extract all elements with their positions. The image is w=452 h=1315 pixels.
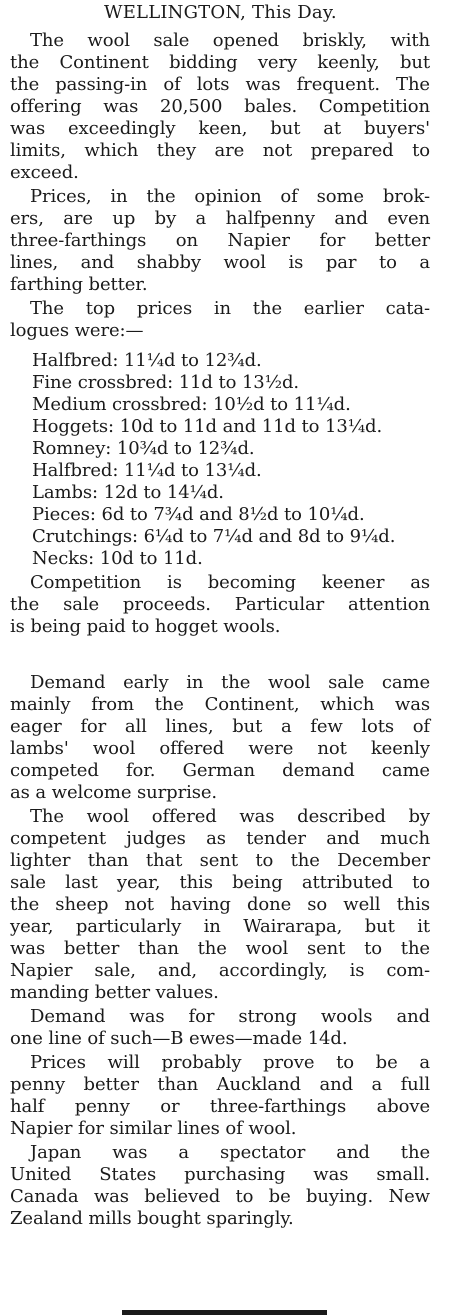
article-line: Demand was for strong wools and bbox=[30, 1006, 430, 1027]
article-line: Canada was believed to be buying. New bbox=[10, 1186, 430, 1207]
article-line: offering was 20,500 bales. Competition bbox=[10, 96, 430, 117]
price-line: Crutchings: 6¼d to 7¼d and 8d to 9¼d. bbox=[32, 526, 396, 547]
article-line: lines, and shabby wool is par to a bbox=[10, 252, 430, 273]
article-line: ers, are up by a halfpenny and even bbox=[10, 208, 430, 229]
article-line: year, particularly in Wairarapa, but it bbox=[10, 916, 430, 937]
article-line: The top prices in the earlier cata- bbox=[30, 298, 430, 319]
article-line: Napier for similar lines of wool. bbox=[10, 1118, 297, 1139]
article-line: mainly from the Continent, which was bbox=[10, 694, 430, 715]
article-line: Napier sale, and, accordingly, is com- bbox=[10, 960, 430, 981]
article-line: eager for all lines, but a few lots of bbox=[10, 716, 430, 737]
article-line: the sale proceeds. Particular attention bbox=[10, 594, 430, 615]
article-line: is being paid to hogget wools. bbox=[10, 616, 281, 637]
price-line: Pieces: 6d to 7¾d and 8½d to 10¼d. bbox=[32, 504, 365, 525]
article-line: three-farthings on Napier for better bbox=[10, 230, 430, 251]
article-line: manding better values. bbox=[10, 982, 219, 1003]
article-line: farthing better. bbox=[10, 274, 148, 295]
article-line: penny better than Auckland and a full bbox=[10, 1074, 430, 1095]
article-line: Demand early in the wool sale came bbox=[30, 672, 430, 693]
price-line: Romney: 10¾d to 12¾d. bbox=[32, 438, 255, 459]
article-line: was exceedingly keen, but at buyers' bbox=[10, 118, 430, 139]
article-line: limits, which they are not prepared to bbox=[10, 140, 430, 161]
article-line: lighter than that sent to the December bbox=[10, 850, 430, 871]
article-line: one line of such—B ewes—made 14d. bbox=[10, 1028, 348, 1049]
article-line: logues were:— bbox=[10, 320, 144, 341]
article-line: as a welcome surprise. bbox=[10, 782, 218, 803]
price-line: Fine crossbred: 11d to 13½d. bbox=[32, 372, 300, 393]
column-rule bbox=[122, 1310, 327, 1315]
price-line: Lambs: 12d to 14¼d. bbox=[32, 482, 224, 503]
article-line: the passing-in of lots was frequent. The bbox=[10, 74, 430, 95]
price-line: Medium crossbred: 10½d to 11¼d. bbox=[32, 394, 351, 415]
price-line: Halfbred: 11¼d to 13¼d. bbox=[32, 460, 262, 481]
price-line: Hoggets: 10d to 11d and 11d to 13¼d. bbox=[32, 416, 383, 437]
article-line: exceed. bbox=[10, 162, 79, 183]
price-line: Necks: 10d to 11d. bbox=[32, 548, 203, 569]
article-line: the Continent bidding very keenly, but bbox=[10, 52, 430, 73]
article-line: The wool sale opened briskly, with bbox=[30, 30, 430, 51]
article-line: half penny or three-farthings above bbox=[10, 1096, 430, 1117]
article-line: competed for. German demand came bbox=[10, 760, 430, 781]
article-line: lambs' wool offered were not keenly bbox=[10, 738, 430, 759]
article-headline: WELLINGTON, This Day. bbox=[104, 2, 337, 23]
article-line: competent judges as tender and much bbox=[10, 828, 430, 849]
article-line: The wool offered was described by bbox=[30, 806, 430, 827]
price-line: Halfbred: 11¼d to 12¾d. bbox=[32, 350, 262, 371]
article-line: Competition is becoming keener as bbox=[30, 572, 430, 593]
article-line: sale last year, this being attributed to bbox=[10, 872, 430, 893]
article-line: Prices will probably prove to be a bbox=[30, 1052, 430, 1073]
article-line: Japan was a spectator and the bbox=[30, 1142, 430, 1163]
article-line: United States purchasing was small. bbox=[10, 1164, 430, 1185]
article-line: was better than the wool sent to the bbox=[10, 938, 430, 959]
article-line: the sheep not having done so well this bbox=[10, 894, 430, 915]
article-line: Zealand mills bought sparingly. bbox=[10, 1208, 294, 1229]
article-line: Prices, in the opinion of some brok- bbox=[30, 186, 430, 207]
